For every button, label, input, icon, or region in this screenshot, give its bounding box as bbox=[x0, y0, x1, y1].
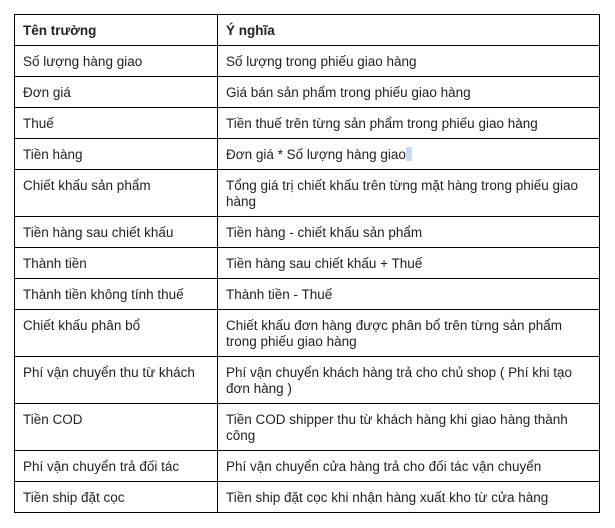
field-name-cell: Thành tiền không tính thuế bbox=[15, 279, 218, 310]
meaning-cell: Tiền hàng - chiết khấu sản phẩm bbox=[218, 217, 600, 248]
field-name-cell: Tiền hàng sau chiết khấu bbox=[15, 217, 218, 248]
field-name-cell: Phí vận chuyển thu từ khách bbox=[15, 357, 218, 404]
field-name-cell: Thành tiền bbox=[15, 248, 218, 279]
field-name-cell: Thuế bbox=[15, 108, 218, 139]
meaning-cell-text: Đơn giá * Số lượng hàng giao bbox=[226, 147, 406, 162]
field-name-cell: Tiền hàng bbox=[15, 139, 218, 170]
meaning-cell: Phí vận chuyển cửa hàng trả cho đối tác vận chuyển bbox=[218, 451, 600, 482]
table-row bbox=[15, 248, 600, 279]
meaning-cell: Số lượng trong phiếu giao hàng bbox=[218, 46, 600, 77]
table-row bbox=[15, 77, 600, 108]
table-row bbox=[15, 310, 600, 357]
table-row bbox=[15, 279, 600, 310]
meaning-cell: Giá bán sản phẩm trong phiếu giao hàng bbox=[218, 77, 600, 108]
meaning-cell: Tiền thuế trên từng sản phẩm trong phiếu giao hàng bbox=[218, 108, 600, 139]
meaning-cell: Tiền ship đặt cọc khi nhận hàng xuất kho từ cửa hàng bbox=[218, 482, 600, 513]
text-selection-highlight bbox=[406, 147, 412, 161]
field-definition-table bbox=[14, 14, 600, 513]
table-row bbox=[15, 482, 600, 513]
field-name-cell: Số lượng hàng giao bbox=[15, 46, 218, 77]
table-row bbox=[15, 139, 600, 170]
meaning-cell: Tổng giá trị chiết khấu trên từng mặt hàng trong phiếu giao hàng bbox=[218, 170, 600, 217]
table-row bbox=[15, 357, 600, 404]
field-name-cell: Tiền ship đặt cọc bbox=[15, 482, 218, 513]
table-row bbox=[15, 217, 600, 248]
table-row bbox=[15, 451, 600, 482]
field-name-cell: Đơn giá bbox=[15, 77, 218, 108]
meaning-cell: Tiền COD shipper thu từ khách hàng khi giao hàng thành công bbox=[218, 404, 600, 451]
meaning-cell: Tiền hàng sau chiết khấu + Thuế bbox=[218, 248, 600, 279]
table-row bbox=[15, 108, 600, 139]
header-meaning: Ý nghĩa bbox=[218, 15, 600, 46]
meaning-cell: Chiết khấu đơn hàng được phân bổ trên từng sản phẩm trong phiếu giao hàng bbox=[218, 310, 600, 357]
table-row bbox=[15, 170, 600, 217]
field-definition-table-container bbox=[14, 14, 599, 513]
field-name-cell: Chiết khấu sản phẩm bbox=[15, 170, 218, 217]
field-name-cell: Chiết khấu phân bổ bbox=[15, 310, 218, 357]
field-name-cell: Tiền COD bbox=[15, 404, 218, 451]
header-field-name: Tên trường bbox=[15, 15, 218, 46]
table-row bbox=[15, 46, 600, 77]
table-header-row bbox=[15, 15, 600, 46]
meaning-cell: Thành tiền - Thuế bbox=[218, 279, 600, 310]
meaning-cell-with-cursor[interactable] bbox=[218, 139, 600, 170]
table-row bbox=[15, 404, 600, 451]
field-name-cell: Phí vận chuyển trả đối tác bbox=[15, 451, 218, 482]
meaning-cell: Phí vận chuyển khách hàng trả cho chủ shop ( Phí khi tạo đơn hàng ) bbox=[218, 357, 600, 404]
